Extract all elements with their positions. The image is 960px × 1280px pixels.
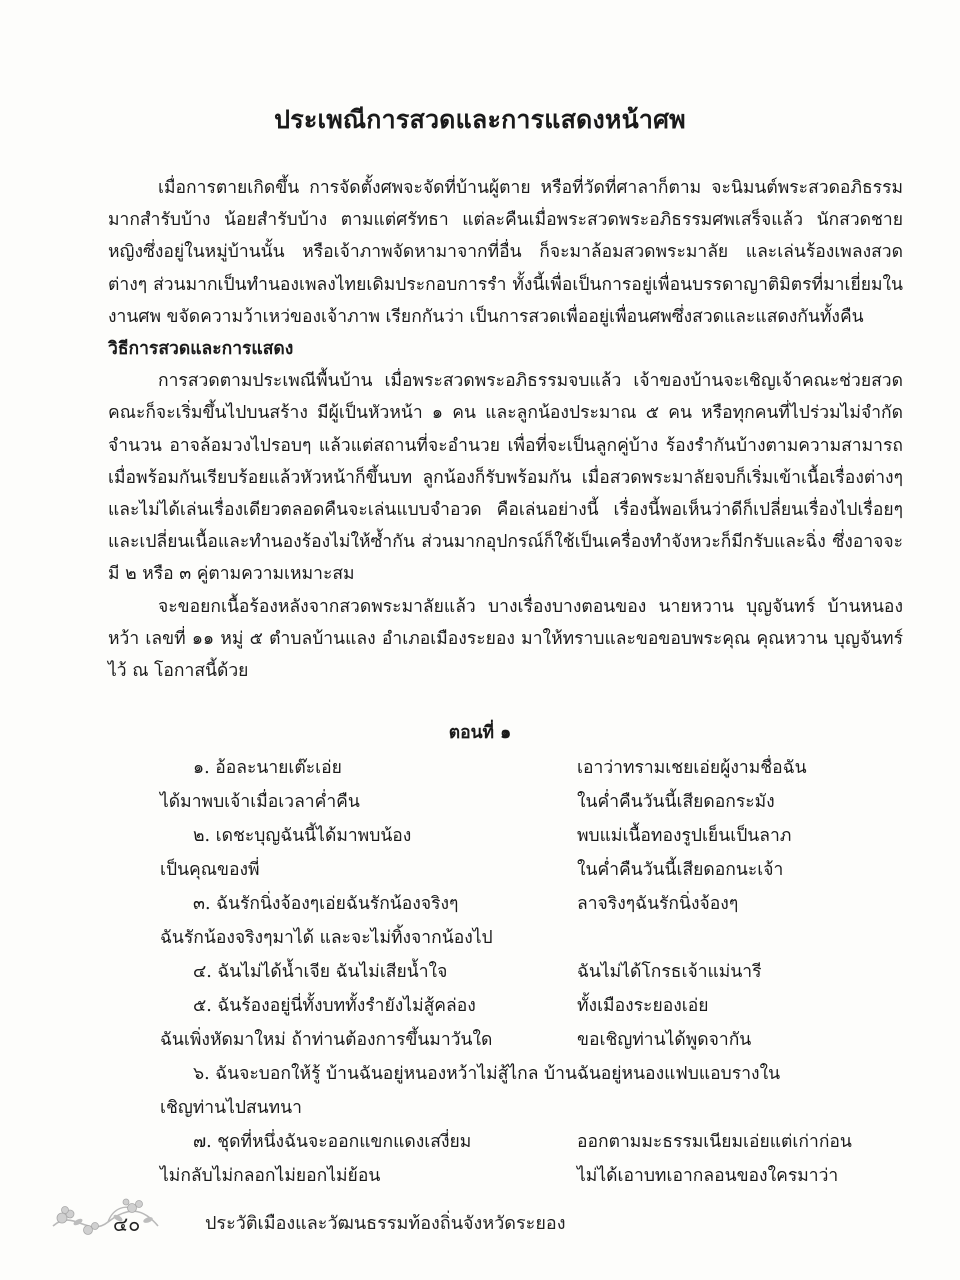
verse-right: พบแม่เนื้อทองรูปเย็นเป็นลาภ <box>577 826 792 846</box>
verse-left: เป็นคุณของพี่ <box>160 860 260 880</box>
section-heading: วิธีการสวดและการแสดง <box>108 339 294 360</box>
verse-right: ในค่ำคืนวันนี้เสียดอกนะเจ้า <box>577 860 784 880</box>
verse-right: ขอเชิญท่านได้พูดจากัน <box>577 1030 752 1050</box>
paragraph-method: การสวดตามประเพณีพื้นบ้าน เมื่อพระสวดพระอภิธรรมจบแล้ว เจ้าของบ้านจะเชิญเจ้าคณะช่วยสวด คณะก็จะเริ่มขึ้นไปบนสร้าง มีผู้เป็นหัวหน้า ๑ คน และลูกน้องประมาณ ๕ คน หรือทุกคนที่ไปร่วมไม่จำกัดจำนวน อาจล้อมวงไปรอบๆ แล้วแต่สถานที่จะอำนวย เพื่อที่จะเป็นลูกคู่บ้าง ร้องรำกันบ้างตามความสามารถ เมื่อพร้อมกันเรียบร้อยแล้วหัวหน้าก็ขึ้นบท ลูกน้องก็รับพร้อมกัน เมื่อสวดพระมาลัยจบก็เริ่มเข้าเนื้อเรื่องต่างๆ และไม่ได้เล่นเรื่องเดียวตลอดคืนจะเล่นแบบจำอวด คือเล่นอย่างนี้ เรื่องนี้พอเห็นว่าดีก็เปลี่ยนเรื่องไปเรื่อยๆ และเปลี่ยนเนื้อและทำนองร้องไม่ให้ซ้ำกัน ส่วนมากอุปกรณ์ก็ใช้เป็นเครื่องทำจังหวะก็มีกรับและฉิ่ง ซึ่งอาจจะมี ๒ หรือ ๓ คู่ตามความเหมาะสม <box>108 371 903 585</box>
episode-title: ตอนที่ ๑ <box>448 723 512 743</box>
verse-left: ฉันเพิ่งหัดมาใหม่ ถ้าท่านต้องการขึ้นมาวันใด <box>160 1030 493 1050</box>
verse-left: ฉันรักน้องจริงๆมาได้ และจะไม่ทิ้งจากน้องไป <box>160 928 493 948</box>
verse-left: ๖. ฉันจะบอกให้รู้ บ้านฉันอยู่หนองหว้าไม่สู้ไกล บ้านฉันอยู่หนองแฟบแอบรางใน <box>193 1064 781 1084</box>
page-title: ประเพณีการสวดและการแสดงหน้าศพ <box>274 105 686 134</box>
verse-right: ไม่ได้เอาบทเอากลอนของใครมาว่า <box>577 1166 839 1186</box>
book-title: ประวัติเมืองและวัฒนธรรมท้องถิ่นจังหวัดระยอง <box>205 1213 566 1234</box>
verse-right: ออกตามมะธรรมเนียมเอ่ยแต่เก่าก่อน <box>577 1132 852 1152</box>
verse-left: ได้มาพบเจ้าเมื่อเวลาค่ำคืน <box>160 792 360 812</box>
paragraph-intro: เมื่อการตายเกิดขึ้น การจัดตั้งศพจะจัดที่บ้านผู้ตาย หรือที่วัดที่ศาลาก็ตาม จะนิมนต์พระสวดอภิธรรมมากสำรับบ้าง น้อยสำรับบ้าง ตามแต่ศรัทธา แต่ละคืนเมื่อพระสวดพระอภิธรรมศพเสร็จแล้ว นักสวดชายหญิงซึ่งอยู่ในหมู่บ้านนั้น หรือเจ้าภาพจัดหามาจากที่อื่น ก็จะมาล้อมสวดพระมาลัย และเล่นร้องเพลงสวดต่างๆ ส่วนมากเป็นทำนองเพลงไทยเดิมประกอบการรำ ทั้งนี้เพื่อเป็นการอยู่เพื่อนบรรดาญาติมิตรที่มาเยี่ยมในงานศพ ขจัดความว้าเหว่ของเจ้าภาพ เรียกกันว่า เป็นการสวดเพื่ออยู่เพื่อนศพซึ่งสวดและแสดงกันทั้งคืน <box>108 178 903 327</box>
verse-left: ๑. อ้อละนายเต๊ะเอ่ย <box>193 758 342 778</box>
verse-right: เอาว่าทรามเชยเอ่ยผู้งามชื่อฉัน <box>577 758 807 778</box>
body-text <box>108 172 903 687</box>
paragraph-credit: จะขอยกเนื้อร้องหลังจากสวดพระมาลัยแล้ว บางเรื่องบางตอนของ นายหวาน บุญจันทร์ บ้านหนองหว้า เลขที่ ๑๑ หมู่ ๕ ตำบลบ้านแลง อำเภอเมืองระยอง มาให้ทราบและขอขอบพระคุณ คุณหวาน บุญจันทร์ ไว้ ณ โอกาสนี้ด้วย <box>108 596 903 682</box>
page-number: ๔๐ <box>113 1212 141 1236</box>
verse-left: ไม่กลับไม่กลอกไม่ยอกไม่ย้อน <box>160 1166 381 1186</box>
verse-right: ทั้งเมืองระยองเอ่ย <box>577 996 709 1016</box>
page-footer <box>0 1188 960 1258</box>
verse-right: ฉันไม่ได้โกรธเจ้าแม่นารี <box>577 962 762 982</box>
verse-left: ๒. เดชะบุญฉันนี้ได้มาพบน้อง <box>193 826 412 846</box>
verse-left: ๗. ชุดที่หนึ่งฉันจะออกแขกแดงเสงี่ยม <box>193 1132 472 1152</box>
verse-left: ๔. ฉันไม่ได้น้ำเจีย ฉันไม่เสียน้ำใจ <box>193 962 448 982</box>
verse-left: ๕. ฉันร้องอยู่นี่ทั้งบททั้งรำยังไม่สู้คล่อง <box>193 996 476 1016</box>
verse-left: เชิญท่านไปสนทนา <box>160 1098 302 1118</box>
verse-right: ในค่ำคืนวันนี้เสียดอกระมัง <box>577 792 775 812</box>
verse-right: ลาจริงๆฉันรักนิ่งจ้องๆ <box>577 894 739 914</box>
verse-left: ๓. ฉันรักนิ่งจ้องๆเอ่ยฉันรักน้องจริงๆ <box>193 894 459 914</box>
